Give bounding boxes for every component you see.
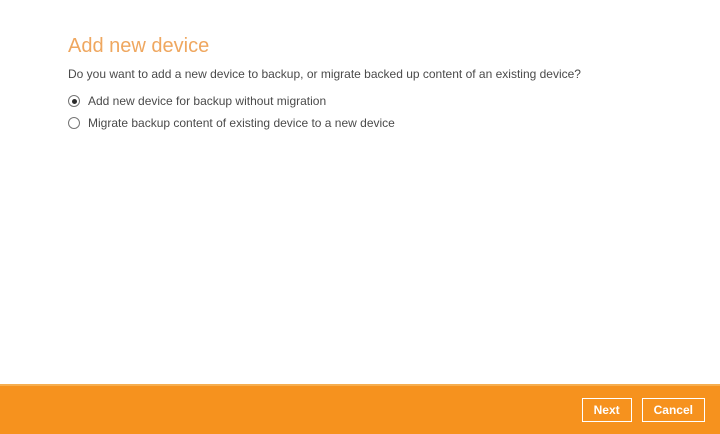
next-button[interactable]: Next <box>582 398 632 422</box>
page-title: Add new device <box>68 35 210 57</box>
option-add-new-device-label[interactable]: Add new device for backup without migration <box>88 94 327 108</box>
option-add-new-device[interactable] <box>68 90 680 112</box>
cancel-button[interactable]: Cancel <box>642 398 705 422</box>
question-text: Do you want to add a new device to backup, or migrate backed up content of an existing device? <box>68 67 581 81</box>
main-content <box>0 0 720 134</box>
option-migrate-backup[interactable] <box>68 112 680 134</box>
option-migrate-backup-label[interactable]: Migrate backup content of existing device to a new device <box>88 116 395 130</box>
radio-add-new-device[interactable] <box>68 95 80 107</box>
footer-bar <box>0 384 720 434</box>
radio-migrate-backup[interactable] <box>68 117 80 129</box>
